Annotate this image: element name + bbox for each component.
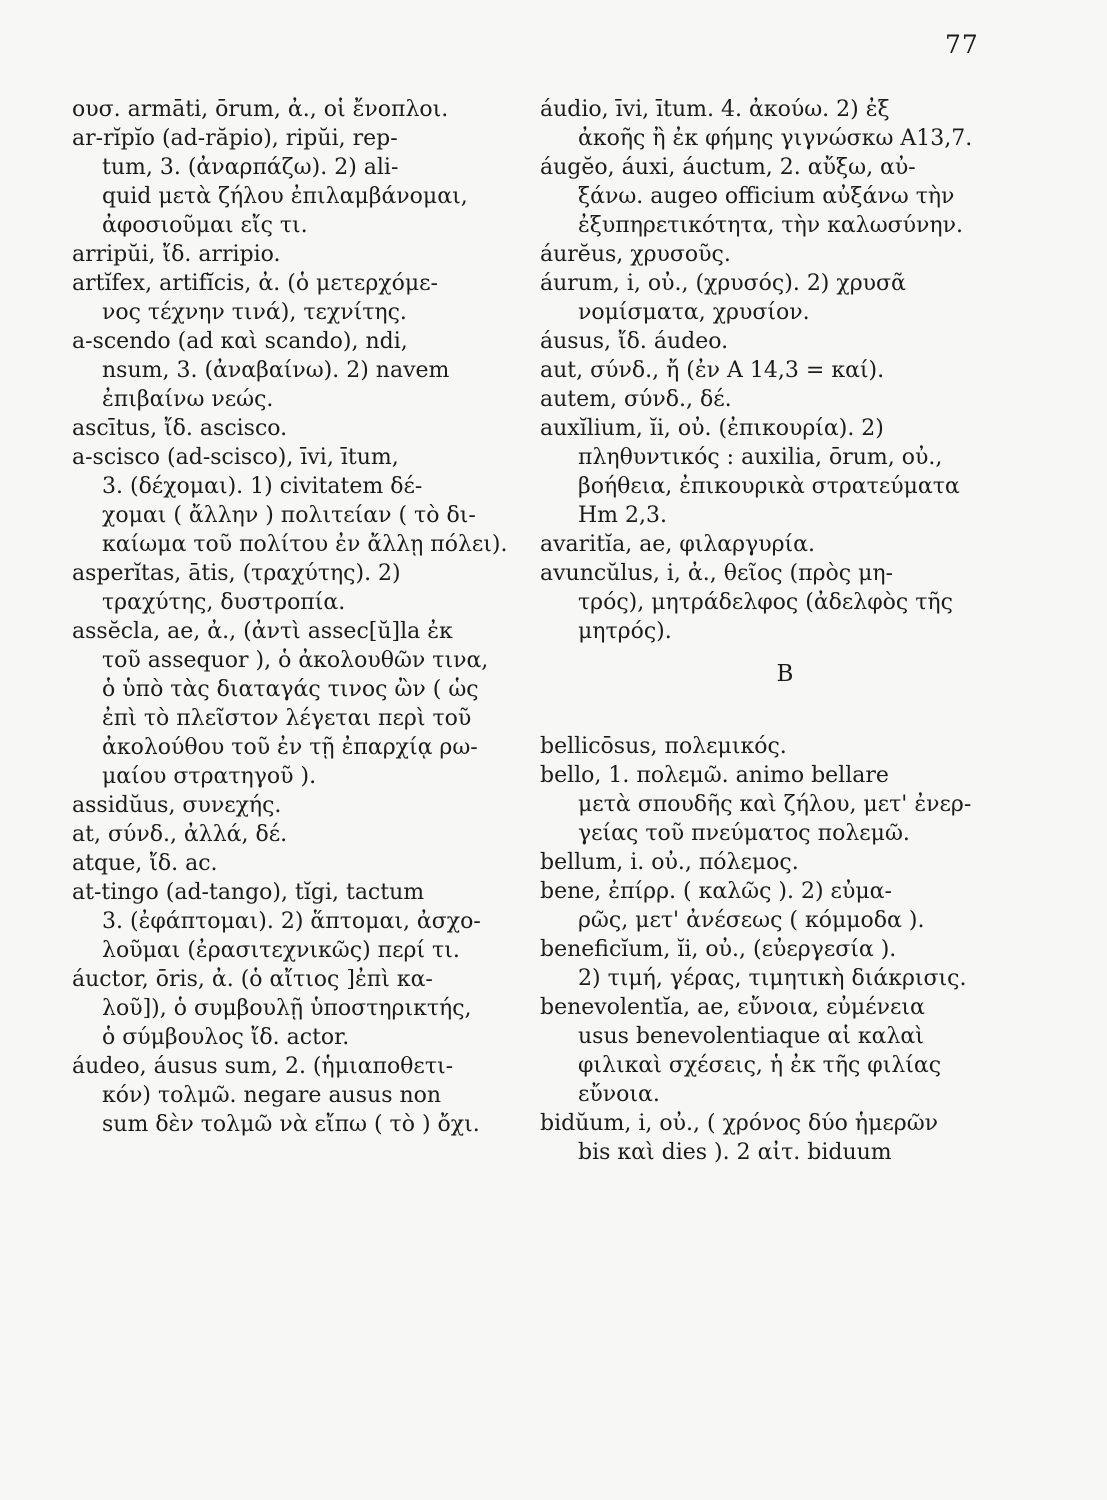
entry-line: arripŭi, ἴδ. arripio. [72,242,281,267]
entry-line: at, σύνδ., ἀλλά, δέ. [72,822,288,847]
entry-line: ουσ. armāti, ōrum, ἀ., οἱ ἔνοπλοι. [72,97,449,122]
entry-line: assĕcla, ae, ἀ., (ἀντὶ assec[ŭ]la ἐκ [72,619,453,644]
page-number: 77 [945,30,979,59]
entry-line: quid μετὰ ζήλου ἐπιλαμβάνομαι, [102,184,468,209]
entry-line: assidŭus, συνεχής. [72,793,282,818]
entry-line: asperĭtas, ātis, (τραχύτης). 2) [72,561,401,586]
entry-line: avuncŭlus, i, ἀ., θεῖος (πρὸς μη- [540,561,893,586]
entry-line: ascītus, ἴδ. ascisco. [72,416,288,441]
entry-line: μετὰ σπουδῆς καὶ ζήλου, μετ' ἐνερ- [578,792,972,817]
entry-line: χομαι ( ἄλλην ) πολιτείαν ( τὸ δι- [102,503,476,528]
entry-line: ἀκολούθου τοῦ ἐν τῇ ἐπαρχίᾳ ρω- [102,735,478,760]
entry-line: Hm 2,3. [578,503,668,528]
entry-line: καίωμα τοῦ πολίτου ἐν ἄλλῃ πόλει). [102,532,508,557]
entry-line: ρῶς, μετ' ἀνέσεως ( κόμμοδα ). [578,908,925,933]
entry-line: sum δὲν τολμῶ νὰ εἴπω ( τὸ ) ὄχι. [102,1112,480,1137]
entry-line: τρός), μητράδελφος (ἀδελφὸς τῆς [578,590,953,615]
right-column [540,95,1000,1167]
entry-line: auxĭlium, ĭi, οὐ. (ἐπικουρία). 2) [540,416,884,441]
entry-line: nsum, 3. (ἀναβαίνω). 2) navem [102,358,450,383]
entry-line: τοῦ assequor ), ὁ ἀκολουθῶν τινα, [102,648,489,673]
entry-line: beneficĭum, ĭi, οὐ., (εὐεργεσία ). [540,937,897,962]
entry-line: atque, ἴδ. ac. [72,851,218,876]
entry-line: áuctor, ōris, ἀ. (ὁ αἴτιος ]ἐπὶ κα- [72,967,433,992]
entry-line: a-scendo (ad καὶ scando), ndi, [72,329,408,354]
right-column-a-entries [540,95,1000,646]
entry-line: áurum, i, οὐ., (χρυσός). 2) χρυσᾶ [540,271,906,296]
entry-line: ar-rĭpĭo (ad-răpio), ripŭi, rep- [72,126,398,151]
entry-line: aut, σύνδ., ἤ (ἐν Α 14,3 = καί). [540,358,885,383]
entry-line: bis καὶ dies ). 2 αἰτ. biduum [578,1140,892,1165]
entry-line: autem, σύνδ., δέ. [540,387,732,412]
entry-line: 2) τιμή, γέρας, τιμητικὴ διάκρισις. [578,966,967,991]
entry-line: νος τέχνην τινά), τεχνίτης. [102,300,407,325]
entry-line: ξάνω. augeo officium αὐξάνω τὴν [578,184,955,209]
entry-line: bidŭum, i, οὐ., ( χρόνος δύο ἡμερῶν [540,1111,939,1136]
section-letter: B [776,661,794,687]
entry-line: usus benevolentiaque αἱ καλαὶ [578,1024,924,1049]
entry-line: artĭfex, artifĭcis, ἀ. (ὁ μετερχόμε- [72,271,438,296]
entry-line: λοῦμαι (ἐρασιτεχνικῶς) περί τι. [102,938,460,963]
entry-line: bellum, i. οὐ., πόλεμος. [540,850,799,875]
entry-line: bene, ἐπίρρ. ( καλῶς ). 2) εὐμα- [540,879,892,904]
entry-line: μαίου στρατηγοῦ ). [102,764,317,789]
entry-line: εὔνοια. [578,1082,660,1107]
entry-line: at-tingo (ad-tango), tĭgi, tactum [72,880,425,905]
entry-line: γείας τοῦ πνεύματος πολεμῶ. [578,821,910,846]
entry-line: 3. (δέχομαι). 1) civitatem δέ- [102,474,423,499]
entry-line: ὁ ὑπὸ τὰς διαταγάς τινος ὢν ( ὡς [102,677,479,702]
entry-line: νομίσματα, χρυσίον. [578,300,810,325]
entry-line: ἐπὶ τὸ πλεῖστον λέγεται περὶ τοῦ [102,706,472,731]
entry-line: bellicōsus, πολεμικός. [540,734,787,759]
entry-line: tum, 3. (ἀναρπάζω). 2) ali- [102,155,399,180]
entry-line: a-scisco (ad-scisco), īvi, ītum, [72,445,399,470]
entry-line: τραχύτης, δυστροπία. [102,590,346,615]
entry-line: áugĕo, áuxi, áuctum, 2. αὔξω, αὐ- [540,155,916,180]
entry-line: áurĕus, χρυσοῦς. [540,242,731,267]
entry-line: áusus, ἴδ. áudeo. [540,329,729,354]
entry-line: μητρός). [578,619,672,644]
entry-line: 3. (ἐφάπτομαι). 2) ἅπτομαι, ἀσχο- [102,909,481,934]
entry-line: benevolentĭa, ae, εὔνοια, εὐμένεια [540,995,925,1020]
entry-line: avaritĭa, ae, φιλαργυρία. [540,532,816,557]
entry-line: ὁ σύμβουλος ἴδ. actor. [102,1025,350,1050]
entry-line: πληθυντικός : auxilia, ōrum, οὐ., [578,445,943,470]
entry-line: ἐξυπηρετικότητα, τὴν καλωσύνην. [578,213,963,238]
entry-line: bello, 1. πολεμῶ. animo bellare [540,763,889,788]
entry-line: βοήθεια, ἐπικουρικὰ στρατεύματα [578,474,960,499]
entry-line: φιλικαὶ σχέσεις, ἡ ἐκ τῆς φιλίας [578,1053,942,1078]
entry-line: κόν) τολμῶ. negare ausus non [102,1083,442,1108]
entry-line: ἐπιβαίνω νεώς. [102,387,274,412]
entry-line: ἀφοσιοῦμαι εἴς τι. [102,213,308,238]
entry-line: ἀκοῆς ἢ ἐκ φήμης γιγνώσκω A13,7. [578,126,973,151]
left-column [72,95,522,1139]
entry-line: áudeo, áusus sum, 2. (ἡμιαποθετι- [72,1054,454,1079]
entry-line: áudio, īvi, ītum. 4. ἀκούω. 2) ἐξ [540,97,890,122]
entry-line: λοῦ]), ὁ συμβουλῇ ὑποστηρικτής, [102,996,472,1021]
right-column-b-entries [540,732,1000,1167]
